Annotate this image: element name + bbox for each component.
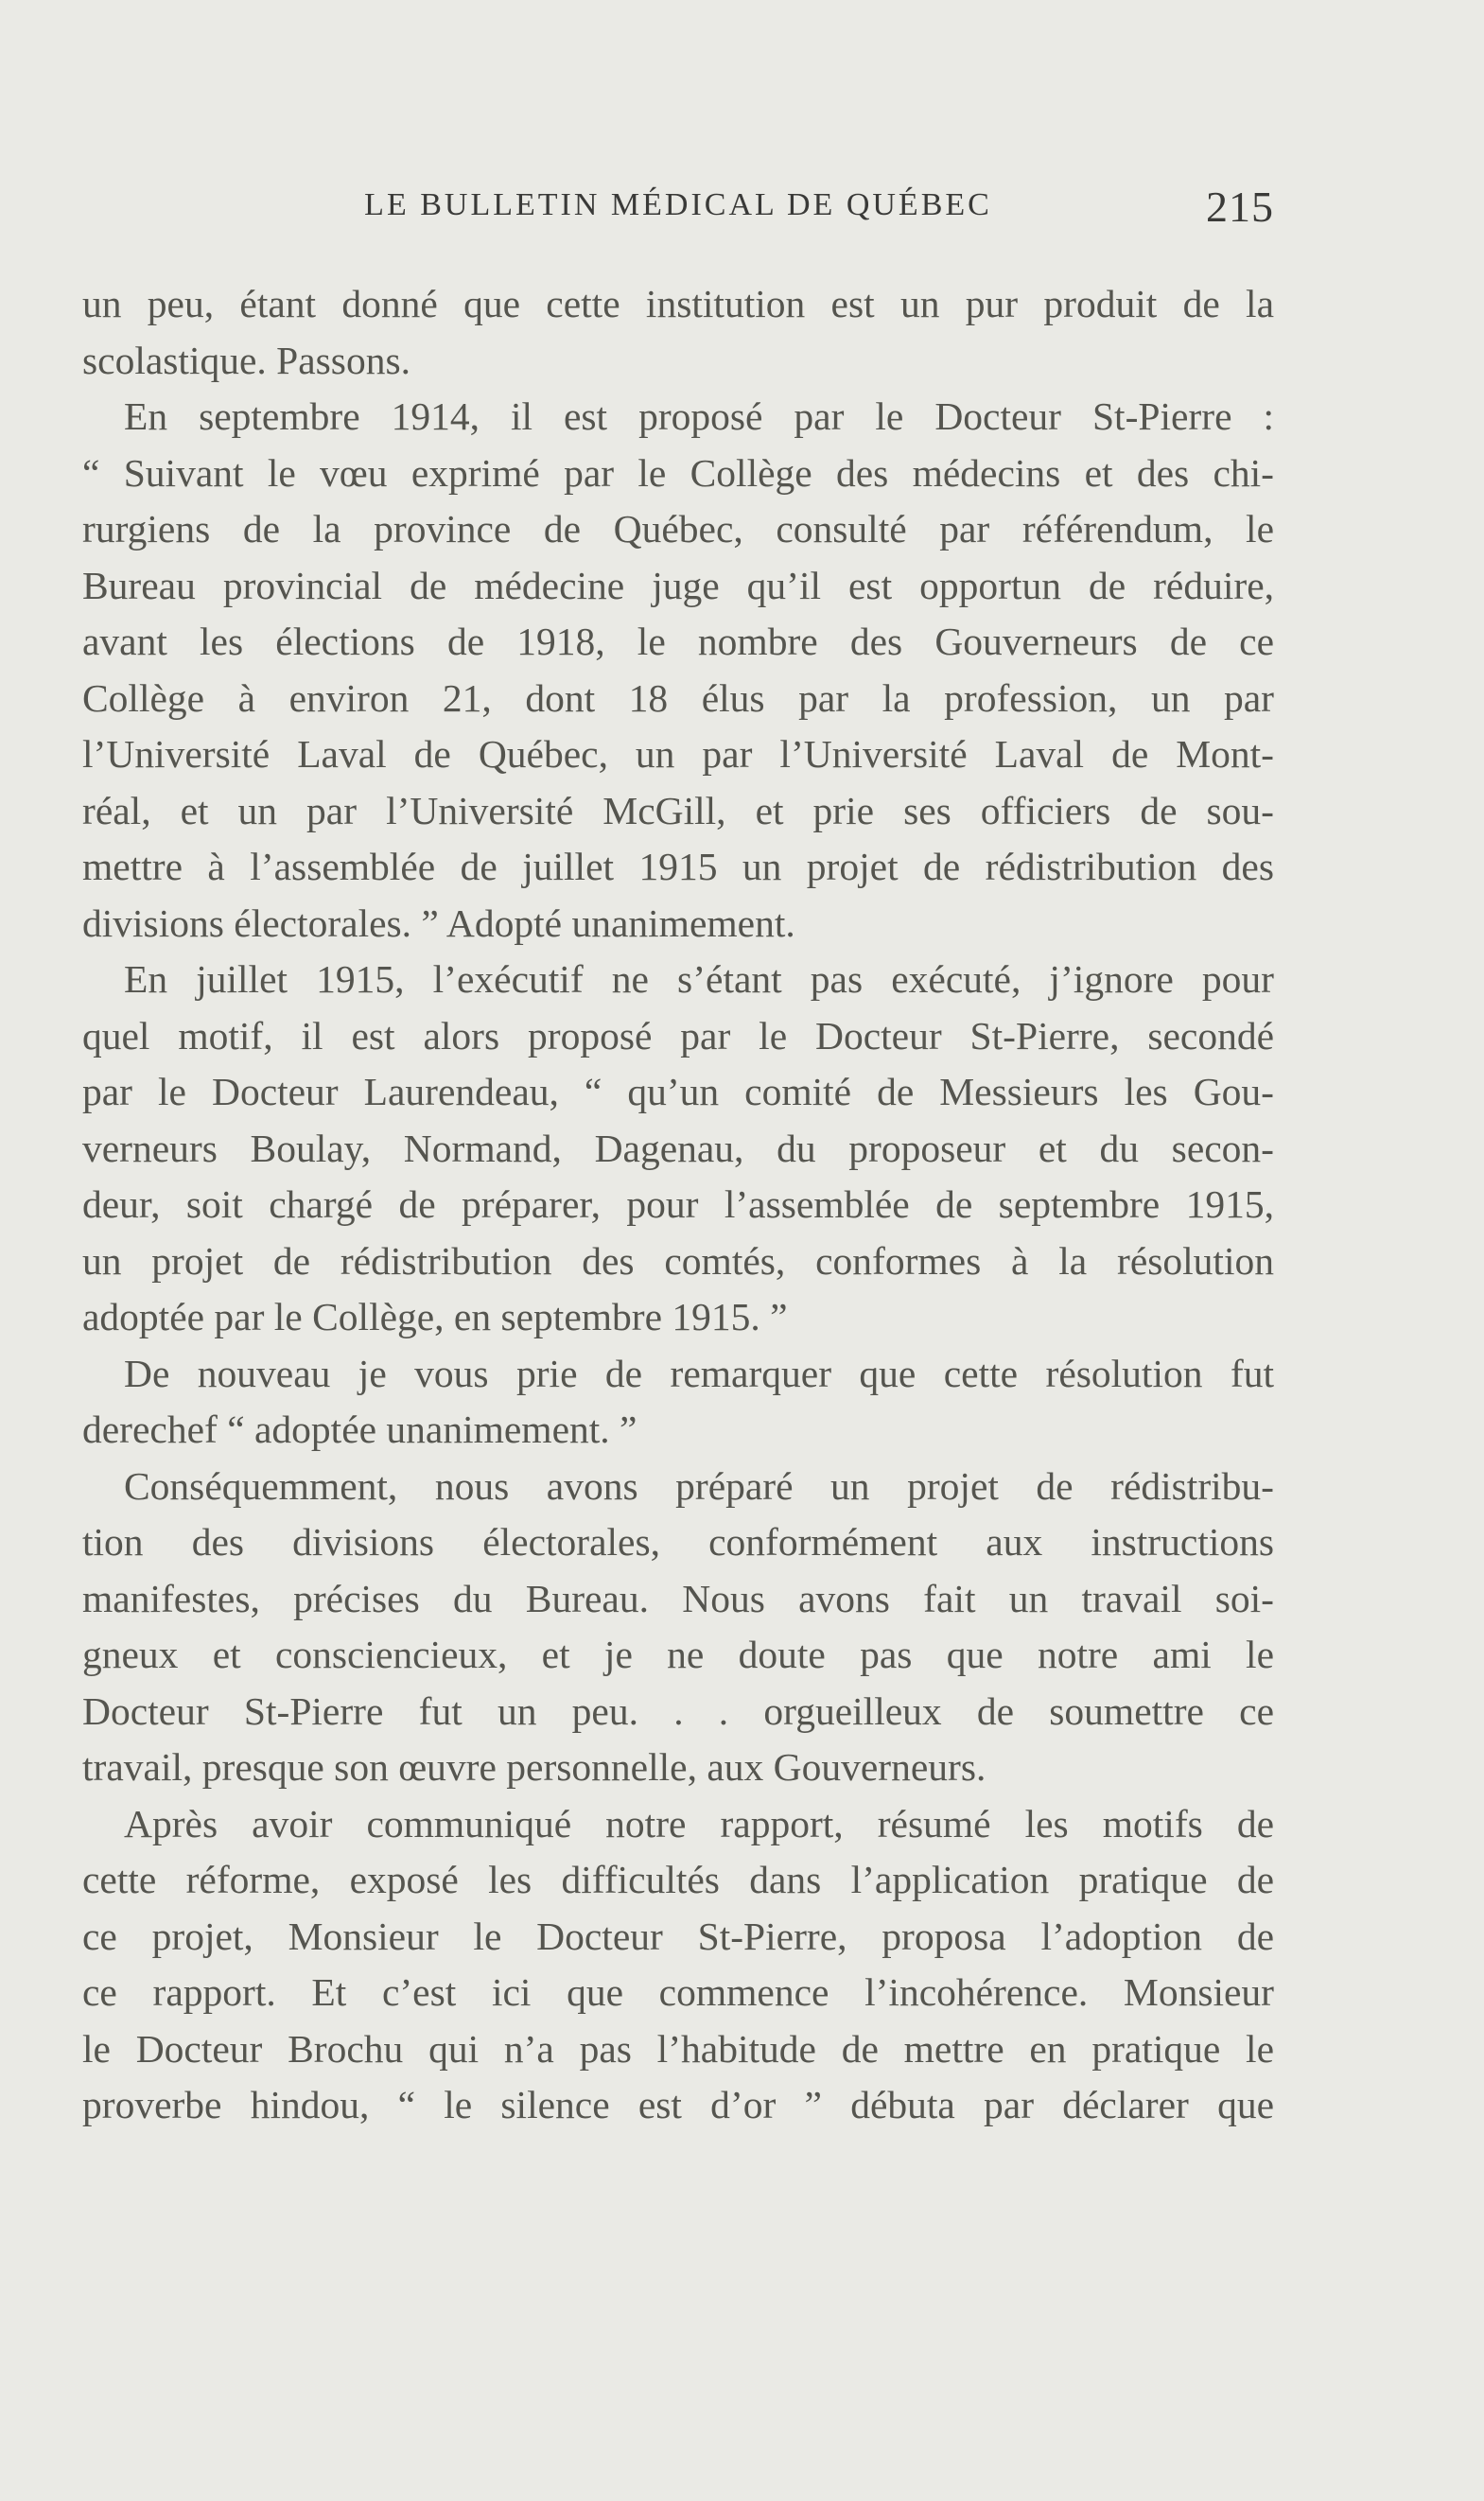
text-line: gneux et consciencieux, et je ne doute pas que notre ami le bbox=[82, 1633, 1274, 1676]
text-line: ce projet, Monsieur le Docteur St-Pierre, proposa l’adoption de bbox=[82, 1914, 1274, 1958]
text-line: tion des divisions électorales, conformément aux instructions bbox=[82, 1520, 1274, 1564]
text-line: l’Université Laval de Québec, un par l’Université Laval de Mont- bbox=[82, 732, 1274, 776]
text-line: En septembre 1914, il est proposé par le Docteur St-Pierre : bbox=[124, 394, 1274, 438]
text-line: le Docteur Brochu qui n’a pas l’habitude de mettre en pratique le bbox=[82, 2026, 1274, 2071]
running-title: LE BULLETIN MÉDICAL DE QUÉBEC bbox=[364, 187, 992, 222]
text-line: verneurs Boulay, Normand, Dagenau, du proposeur et du secon- bbox=[82, 1126, 1274, 1170]
text-line: Docteur St-Pierre fut un peu. . . orgueilleux de soumettre ce bbox=[82, 1688, 1274, 1733]
text-line: ce rapport. Et c’est ici que commence l’incohérence. Monsieur bbox=[82, 1970, 1274, 2014]
text-line: En juillet 1915, l’exécutif ne s’étant pas exécuté, j’ignore pour bbox=[124, 957, 1274, 1001]
text-line: scolastique. Passons. bbox=[82, 338, 410, 382]
text-line: mettre à l’assemblée de juillet 1915 un projet de rédistribution des bbox=[82, 845, 1274, 888]
text-line: Conséquemment, nous avons préparé un projet de rédistribu- bbox=[124, 1463, 1274, 1508]
text-line: Après avoir communiqué notre rapport, résumé les motifs de bbox=[124, 1801, 1274, 1845]
text-line: cette réforme, exposé les difficultés dans l’application pratique de bbox=[82, 1858, 1274, 1901]
page-number: 215 bbox=[1206, 183, 1274, 231]
text-line: Bureau provincial de médecine juge qu’il est opportun de réduire, bbox=[82, 563, 1274, 607]
text-line: deur, soit chargé de préparer, pour l’assemblée de septembre 1915, bbox=[82, 1182, 1274, 1226]
text-line: divisions électorales. ” Adopté unanimement. bbox=[82, 901, 795, 945]
text-line: derechef “ adoptée unanimement. ” bbox=[82, 1408, 637, 1451]
text-line: avant les élections de 1918, le nombre des Gouverneurs de ce bbox=[82, 620, 1274, 663]
page-header bbox=[82, 182, 1274, 238]
text-line: adoptée par le Collège, en septembre 1915. ” bbox=[82, 1295, 788, 1338]
text-line: Collège à environ 21, dont 18 élus par la profession, un par bbox=[82, 675, 1274, 720]
text-line: travail, presque son œuvre personnelle, aux Gouverneurs. bbox=[82, 1745, 986, 1789]
text-line: De nouveau je vous prie de remarquer que cette résolution fut bbox=[124, 1351, 1274, 1395]
text-line: “ Suivant le vœu exprimé par le Collège des médecins et des chi- bbox=[82, 450, 1274, 495]
text-line: manifestes, précises du Bureau. Nous avons fait un travail soi- bbox=[82, 1576, 1274, 1620]
body-text bbox=[82, 276, 1274, 2134]
text-line: un projet de rédistribution des comtés, conformes à la résolution bbox=[82, 1238, 1274, 1283]
text-line: proverbe hindou, “ le silence est d’or ” débuta par déclarer que bbox=[82, 2083, 1274, 2126]
text-line: un peu, étant donné que cette institution est un pur produit de la bbox=[82, 282, 1274, 325]
text-line: réal, et un par l’Université McGill, et prie ses officiers de sou- bbox=[82, 788, 1274, 832]
text-line: quel motif, il est alors proposé par le Docteur St-Pierre, secondé bbox=[82, 1013, 1274, 1058]
text-line: par le Docteur Laurendeau, “ qu’un comité de Messieurs les Gou- bbox=[82, 1070, 1274, 1113]
text-line: rurgiens de la province de Québec, consulté par référendum, le bbox=[82, 507, 1274, 551]
